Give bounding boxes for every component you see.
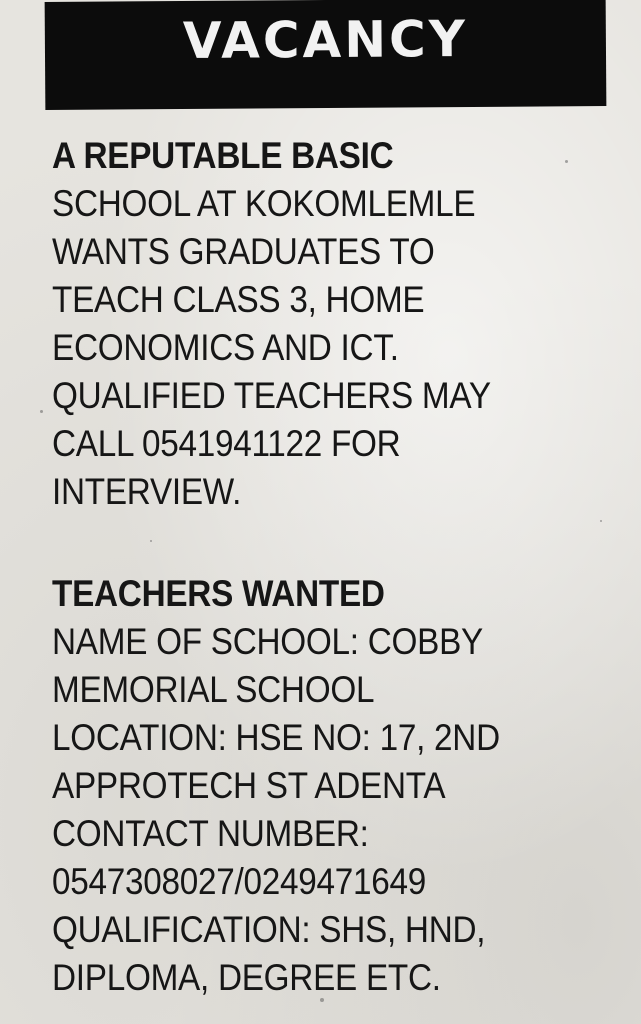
ad-text-line: DIPLOMA, DEGREE ETC.: [52, 957, 441, 998]
ad-text-line: INTERVIEW.: [52, 471, 242, 512]
ad-heading: TEACHERS WANTED: [52, 573, 385, 614]
ad-text-line: SCHOOL AT KOKOMLEMLE: [52, 183, 476, 224]
print-speck: [600, 520, 602, 522]
ad-text-line: MEMORIAL SCHOOL: [52, 669, 375, 710]
ad-text-line: WANTS GRADUATES TO: [52, 231, 435, 272]
banner-title: VACANCY: [182, 10, 469, 70]
school-vacancy-ad: [52, 132, 556, 516]
ad-heading: A REPUTABLE BASIC: [52, 135, 394, 176]
ad-text-line: APPROTECH ST ADENTA: [52, 765, 446, 806]
print-speck: [40, 410, 43, 413]
ad-text-line: ECONOMICS AND ICT.: [52, 327, 399, 368]
ad-text-line: CALL 0541941122 FOR: [52, 423, 401, 464]
ad-text-line: QUALIFICATION: SHS, HND,: [52, 909, 486, 950]
ad-text-line: CONTACT NUMBER:: [52, 813, 369, 854]
ad-text-line: NAME OF SCHOOL: COBBY: [52, 621, 484, 662]
ad-text-line: TEACH CLASS 3, HOME: [52, 279, 425, 320]
vacancy-banner: [45, 0, 607, 110]
teachers-wanted-ad: [52, 570, 556, 1002]
ad-text-line: 0547308027/0249471649: [52, 861, 426, 902]
print-speck: [320, 998, 324, 1002]
ad-text-line: QUALIFIED TEACHERS MAY: [52, 375, 491, 416]
print-speck: [565, 160, 568, 163]
ad-text-line: LOCATION: HSE NO: 17, 2ND: [52, 717, 500, 758]
print-speck: [150, 540, 152, 542]
